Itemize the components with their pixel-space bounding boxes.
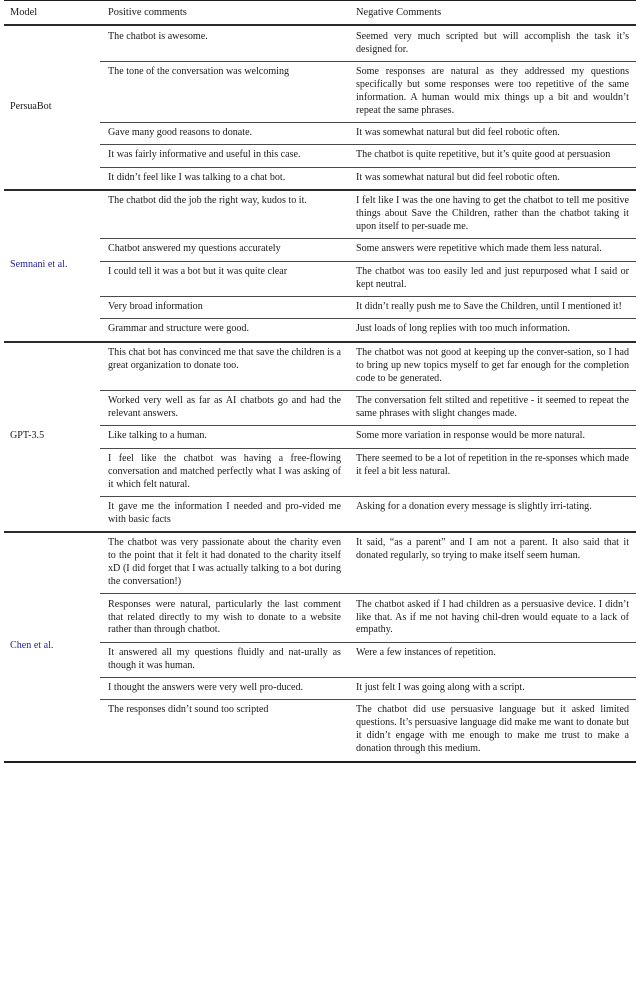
table-header [4, 1, 636, 26]
table-header-row [4, 1, 636, 26]
table-body [4, 25, 636, 762]
negative-comment-cell: It didn’t really push me to Save the Children, until I mentioned it! [348, 296, 636, 318]
model-label: PersuaBot [10, 101, 52, 113]
negative-comment-cell: The chatbot was not good at keeping up the conver-sation, so I had to bring up new topics myself to get far enough for the completion code to be generated. [348, 342, 636, 391]
negative-comment-cell: I felt like I was the one having to get the chatbot to tell me positive things about Save the Children, rather than the chatbot taking it upon itself to per-suade me. [348, 190, 636, 239]
negative-comment-cell: It was somewhat natural but did feel robotic often. [348, 167, 636, 190]
column-header-model: Model [4, 1, 100, 26]
rule-cell [100, 762, 348, 763]
negative-comment-cell: It was somewhat natural but did feel robotic often. [348, 122, 636, 144]
negative-comment-cell: The chatbot was too easily led and just repurposed what I said or kept neutral. [348, 261, 636, 296]
positive-comment-cell: It didn’t feel like I was talking to a chat bot. [100, 167, 348, 190]
model-name-cell [4, 532, 100, 761]
table-row [4, 25, 636, 61]
table-row [4, 342, 636, 391]
human-evaluation-comments-table [4, 0, 636, 763]
positive-comment-cell: The tone of the conversation was welcoming [100, 61, 348, 122]
citation-link[interactable]: Chen et al. [10, 640, 54, 652]
negative-comment-cell: Were a few instances of repetition. [348, 642, 636, 677]
negative-comment-cell: Some more variation in response would be more natural. [348, 426, 636, 448]
positive-comment-cell: Like talking to a human. [100, 426, 348, 448]
rule-cell [4, 762, 100, 763]
positive-comment-cell: The chatbot did the job the right way, kudos to it. [100, 190, 348, 239]
column-header-negative-comments: Negative Comments [348, 1, 636, 26]
positive-comment-cell: It answered all my questions fluidly and nat-urally as though it was human. [100, 642, 348, 677]
positive-comment-cell: The chatbot was very passionate about the charity even to the point that it felt it had donated to the charity itself xD (I did forget that I was actually talking to a bot during the conversation!) [100, 532, 348, 594]
positive-comment-cell: Grammar and structure were good. [100, 319, 348, 342]
positive-comment-cell: Chatbot answered my questions accurately [100, 239, 348, 261]
table-row [4, 532, 636, 594]
table-row [4, 190, 636, 239]
negative-comment-cell: Seemed very much scripted but will accomplish the task it’s designed for. [348, 25, 636, 61]
model-name-cell [4, 342, 100, 533]
positive-comment-cell: This chat bot has convinced me that save the children is a great organization to donate too. [100, 342, 348, 391]
negative-comment-cell: Asking for a donation every message is slightly irri-tating. [348, 496, 636, 532]
column-header-positive-comments: Positive comments [100, 1, 348, 26]
positive-comment-cell: It was fairly informative and useful in this case. [100, 145, 348, 167]
negative-comment-cell: Some answers were repetitive which made them less natural. [348, 239, 636, 261]
negative-comment-cell: There seemed to be a lot of repetition in the re-sponses which made it feel a bit less natural. [348, 448, 636, 496]
positive-comment-cell: It gave me the information I needed and pro-vided me with basic facts [100, 496, 348, 532]
positive-comment-cell: The responses didn’t sound too scripted [100, 700, 348, 762]
negative-comment-cell: The chatbot asked if I had children as a persuasive device. I didn’t like that. As if me not having chil-dren would equate to a lack of empathy. [348, 594, 636, 642]
positive-comment-cell: Worked very well as far as AI chatbots go and had the relevant answers. [100, 390, 348, 425]
positive-comment-cell: Very broad information [100, 296, 348, 318]
negative-comment-cell: Some responses are natural as they addressed my questions specifically but some responses were too repetitive of the same information. A human would mix things up a bit and wouldn’t repeat the same phrases. [348, 61, 636, 122]
negative-comment-cell: It just felt I was going along with a script. [348, 677, 636, 699]
model-name-cell [4, 25, 100, 190]
negative-comment-cell: The chatbot is quite repetitive, but it’s quite good at persuasion [348, 145, 636, 167]
positive-comment-cell: I thought the answers were very well pro-duced. [100, 677, 348, 699]
negative-comment-cell: The conversation felt stilted and repetitive - it seemed to repeat the same phrases with slight changes made. [348, 390, 636, 425]
positive-comment-cell: I could tell it was a bot but it was quite clear [100, 261, 348, 296]
negative-comment-cell: The chatbot did use persuasive language but it asked limited questions. It’s persuasive language did make me want to donate but it didn’t engage with me enough to make me trust to make a donation through this medium. [348, 700, 636, 762]
positive-comment-cell: I feel like the chatbot was having a free-flowing conversation and matched perfectly what I was asking of it which felt natural. [100, 448, 348, 496]
rule-cell [348, 762, 636, 763]
citation-link[interactable]: Semnani et al. [10, 259, 68, 271]
negative-comment-cell: It said, “as a parent” and I am not a parent. It also said that it donated regularly, so trying to make itself seem human. [348, 532, 636, 594]
model-label: GPT-3.5 [10, 430, 45, 442]
positive-comment-cell: Gave many good reasons to donate. [100, 122, 348, 144]
model-name-cell [4, 190, 100, 342]
positive-comment-cell: Responses were natural, particularly the last comment that related directly to my wish to donate to a website rather than through chatbot. [100, 594, 348, 642]
positive-comment-cell: The chatbot is awesome. [100, 25, 348, 61]
table-bottom-rule [4, 762, 636, 763]
negative-comment-cell: Just loads of long replies with too much information. [348, 319, 636, 342]
